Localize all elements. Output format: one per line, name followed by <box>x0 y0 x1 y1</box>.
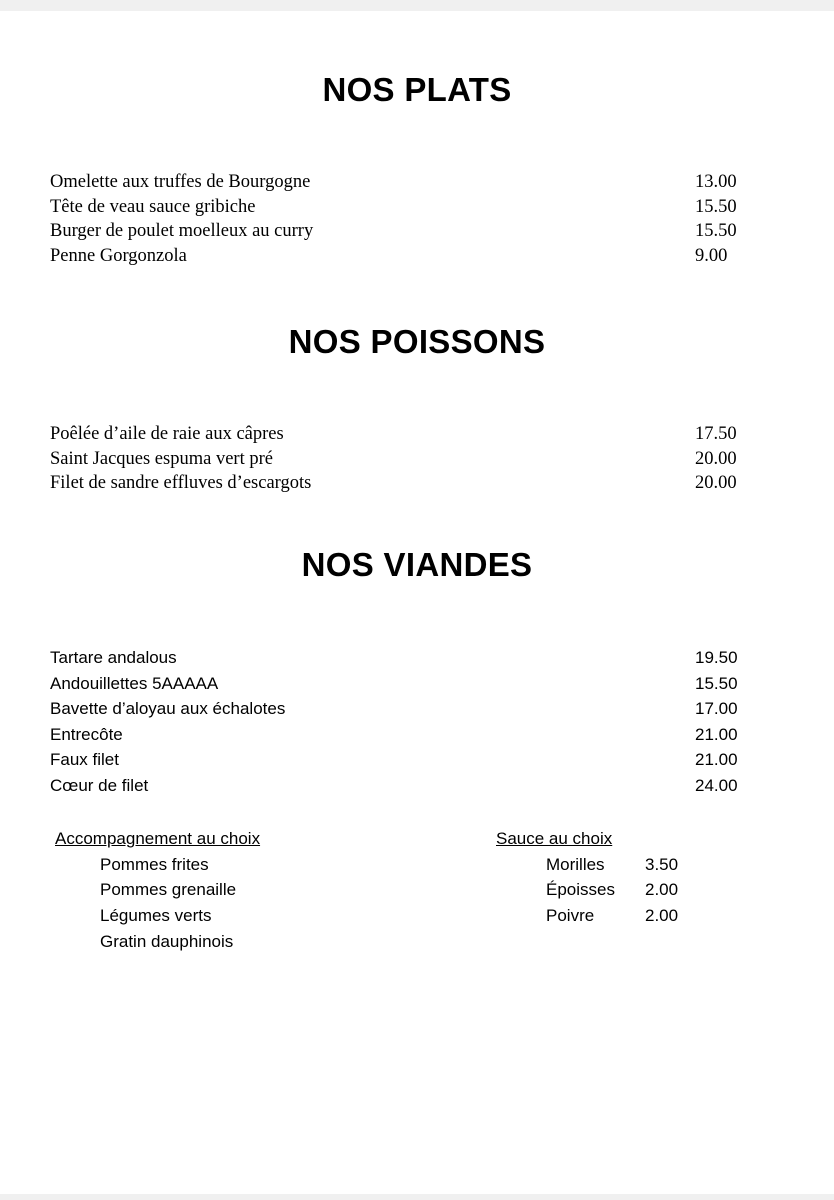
menu-item <box>50 471 750 496</box>
sauce-item <box>496 852 716 878</box>
side-item: Pommes grenaille <box>100 880 237 900</box>
menu-item <box>50 696 750 722</box>
item-price: 15.50 <box>695 673 738 693</box>
plats-list <box>50 170 750 268</box>
sauce-item <box>496 877 716 903</box>
menu-item <box>50 219 750 244</box>
item-price: 17.00 <box>695 699 738 719</box>
sauce-name: Morilles <box>546 854 605 874</box>
viandes-list <box>50 645 750 799</box>
sauce-price: 2.00 <box>645 880 679 900</box>
item-price: 9.00 <box>695 245 728 266</box>
item-name: Bavette d’aloyau aux échalotes <box>50 699 286 719</box>
item-price: 17.50 <box>695 424 737 444</box>
menu-item <box>50 170 750 195</box>
item-price: 20.00 <box>695 448 737 469</box>
item-name: Entrecôte <box>50 724 123 744</box>
item-name: Tartare andalous <box>50 648 177 667</box>
item-price: 24.00 <box>695 775 738 795</box>
item-name: Penne Gorgonzola <box>50 245 187 266</box>
item-name: Tête de veau sauce gribiche <box>50 196 256 217</box>
item-price: 21.00 <box>695 724 738 744</box>
sauce-name: Époisses <box>546 880 615 900</box>
item-price: 21.00 <box>695 750 738 770</box>
menu-item <box>50 671 750 697</box>
section-title-poissons: NOS POISSONS <box>288 323 546 360</box>
item-price: 19.50 <box>695 648 738 667</box>
item-name: Andouillettes 5AAAAA <box>50 673 219 693</box>
sauce-list <box>496 852 716 929</box>
item-name: Burger de poulet moelleux au curry <box>50 221 314 241</box>
menu-item <box>50 195 750 220</box>
section-title-viandes: NOS VIANDES <box>301 546 533 583</box>
menu-item <box>50 722 750 748</box>
menu-item <box>50 244 750 269</box>
item-name: Faux filet <box>50 750 119 770</box>
item-name: Saint Jacques espuma vert pré <box>50 448 273 469</box>
sauce-price: 2.00 <box>645 906 679 926</box>
side-item: Gratin dauphinois <box>100 931 234 951</box>
sauce-block <box>496 826 716 929</box>
side-item: Légumes verts <box>100 906 212 926</box>
item-price: 15.50 <box>695 221 737 241</box>
item-name: Poêlée d’aile de raie aux câpres <box>50 424 284 444</box>
menu-item <box>50 422 750 447</box>
item-price: 13.00 <box>695 172 737 192</box>
accompagnement-list <box>100 852 260 955</box>
menu-item <box>50 773 750 799</box>
sauce-heading: Sauce au choix <box>496 829 613 848</box>
sauce-price: 3.50 <box>645 854 679 874</box>
menu-item <box>50 747 750 773</box>
menu-item <box>50 645 750 671</box>
section-title-plats: NOS PLATS <box>322 71 512 108</box>
accompagnement-heading: Accompagnement au choix <box>55 829 261 848</box>
item-price: 15.50 <box>695 196 737 217</box>
menu-item <box>50 447 750 472</box>
poissons-list <box>50 422 750 496</box>
sauce-item <box>496 903 716 929</box>
menu-page <box>0 11 834 1194</box>
sauce-name: Poivre <box>546 906 595 926</box>
item-name: Omelette aux truffes de Bourgogne <box>50 172 311 192</box>
item-name: Cœur de filet <box>50 775 149 795</box>
accompagnement-block <box>55 826 260 955</box>
item-name: Filet de sandre effluves d’escargots <box>50 473 312 493</box>
item-price: 20.00 <box>695 473 737 493</box>
side-item: Pommes frites <box>100 854 209 874</box>
